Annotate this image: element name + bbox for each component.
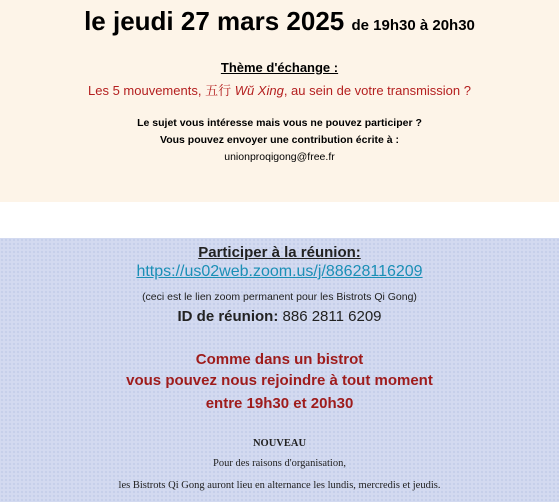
theme-label: Thème d'échange :	[220, 60, 339, 75]
section-divider	[0, 202, 559, 238]
meeting-id	[0, 308, 559, 325]
meeting-id-value: 886 2811 6209	[278, 308, 382, 325]
bistro-line-3: entre 19h30 et 20h30	[205, 395, 354, 412]
event-date-text: le jeudi 27 mars 2025	[84, 6, 345, 36]
zoom-note: (ceci est le lien zoom permanent pour les Bistrots Qi Gong)	[142, 291, 417, 303]
meeting-id-label: ID de réunion:	[177, 308, 279, 325]
news-title: NOUVEAU	[252, 438, 307, 449]
theme-chinese: 五行	[205, 83, 235, 98]
contribution-line-1: Le sujet vous intéresse mais vous ne pouvez participer ?	[137, 117, 422, 129]
theme-title	[0, 80, 559, 99]
theme-suffix: , au sein de votre transmission ?	[283, 83, 471, 98]
event-date	[0, 6, 559, 37]
theme-italic: Wŭ Xing	[234, 83, 284, 98]
news-line-1: Pour des raisons d'organisation,	[213, 458, 346, 469]
meeting-heading: Participer à la réunion:	[198, 244, 361, 261]
bistro-line-1: Comme dans un bistrot	[195, 351, 364, 368]
theme-prefix: Les 5 mouvements,	[88, 83, 206, 98]
contribution-email[interactable]: unionproqigong@free.fr	[224, 151, 335, 163]
zoom-link[interactable]: https://us02web.zoom.us/j/88628116209	[136, 263, 423, 280]
bistro-line-2: vous pouvez nous rejoindre à tout moment	[126, 372, 433, 389]
news-line-2: les Bistrots Qi Gong auront lieu en alternance les lundis, mercredis et jeudis.	[118, 480, 441, 491]
contribution-line-2: Vous pouvez envoyer une contribution écrite à :	[159, 134, 399, 146]
event-header-panel	[0, 0, 559, 202]
event-time: de 19h30 à 20h30	[351, 17, 475, 34]
